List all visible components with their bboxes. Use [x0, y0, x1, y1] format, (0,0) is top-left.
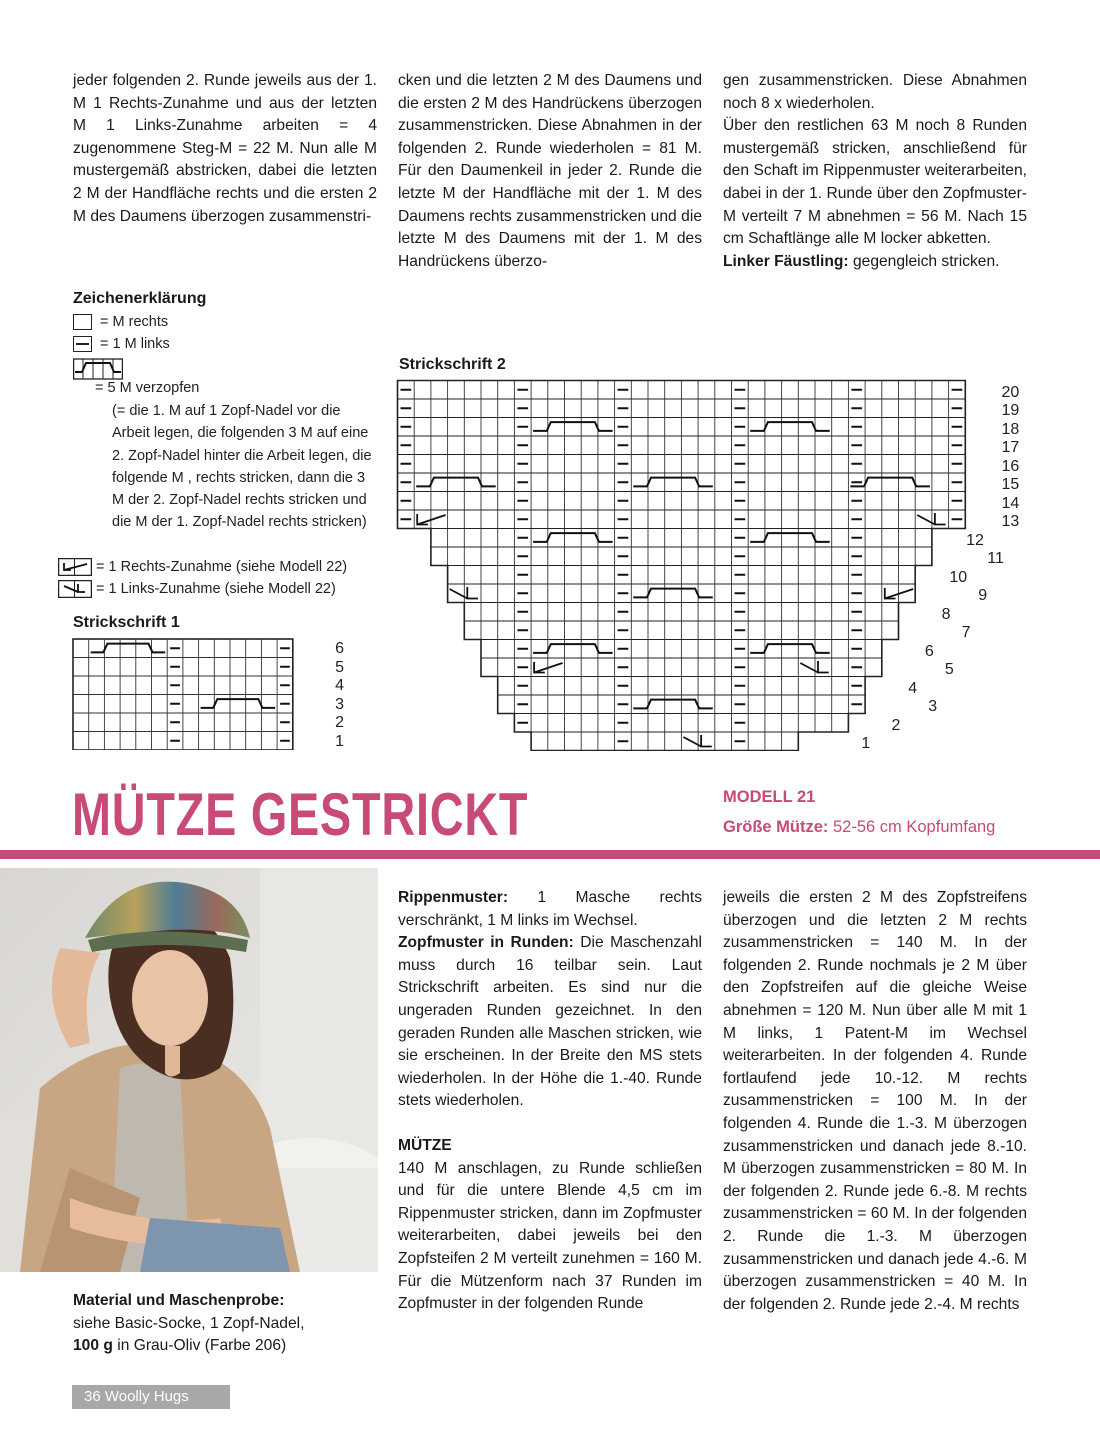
material-line2: [73, 1335, 373, 1358]
cable-mark: [533, 422, 613, 431]
row-label: 17: [1001, 439, 1020, 456]
material-line2-text: in Grau-Oliv (Farbe 206): [112, 1337, 287, 1355]
cable-mark: [750, 644, 830, 653]
legend-title: Zeichenerklärung: [73, 290, 207, 307]
cable-mark: [201, 699, 276, 708]
material-label: Material und Maschenprobe:: [73, 1292, 285, 1309]
bottom-column-3: [723, 887, 1027, 1316]
chart2-title: Strickschrift 2: [399, 356, 506, 373]
row-label: 6: [924, 642, 934, 660]
row-label: 20: [1001, 383, 1020, 401]
rechts-zunahme-mark: [885, 589, 913, 599]
page-footer: 36 Woolly Hugs: [72, 1385, 230, 1409]
row-label: 15: [1001, 476, 1020, 493]
cable-mark: [750, 422, 830, 431]
chart2-grid: [396, 379, 974, 751]
row-label: 5: [335, 658, 344, 676]
row-label: 18: [1001, 420, 1020, 438]
row-label: 2: [335, 714, 344, 731]
cable-mark: [91, 644, 166, 653]
cable-mark: [633, 589, 713, 598]
legend-verzopfen-description: (= die 1. M auf 1 Zopf-Nadel vor die Arbeit legen, die folgenden 3 M auf eine 2. Zopf-Nadel hinter die Arbeit legen, die folgende M , rechts stricken, dann die 3 M der 2. Zopf-Nadel rechts stricken und die M der 1. Zopf-Nadel rechts stricken): [112, 403, 372, 531]
legend-links-zunahme-text: = 1 Links-Zunahme (siehe Modell 22): [96, 580, 336, 597]
legend-links-zunahme: [58, 580, 336, 598]
cable-mark: [533, 644, 613, 653]
text-paragraph: gen zusammenstricken. Diese Abnahmen noch 8 x wiederholen.: [723, 72, 1027, 112]
row-label: 1: [335, 732, 344, 750]
row-label: 4: [335, 677, 344, 694]
row-label: 7: [961, 624, 971, 641]
size-value: 52-56 cm Kopfumfang: [828, 818, 996, 836]
photo-illustration: [0, 868, 378, 1272]
cable-mark: [633, 700, 713, 709]
row-label: 3: [928, 698, 938, 715]
zopfmuster-label: Zopfmuster in Runden:: [398, 934, 574, 952]
left-increase-symbol: [58, 580, 92, 598]
top-column-2: [398, 70, 702, 273]
muetze-text: 140 M anschlagen, zu Runde schließen und für die untere Blende 4,5 cm im Rippenmuster stricken, dann im Zopfmuster weiterarbeiten, dabei jeweils bei den Zopfsteifen 2 M verteilt zunehmen = 160 M. Für die Mützenform nach 37 Runden im Zopfmuster in der folgenden Runde: [398, 1159, 702, 1313]
legend-links-text: = 1 M links: [100, 336, 170, 352]
text-paragraph: jeweils die ersten 2 M des Zopfstreifens überzogen und die letzten 2 M rechts zusammenstricken = 140 M. In der folgenden 2. Runde nochmals je 2 M über den Zopfstreifen auf die gleiche Weise abnehmen = 120 M. Nun über alle M mit 1 M links, 1 Patent-M im Wechsel weiterarbeiten. In der folgenden 4. Runde fortlaufend jede 10.-12. M rechts zusammenstricken = 100 M. In der folgenden 4. Runde die 1.-3. M überzogen zusammenstricken und danach jede 8.-10. M überzogen zusammenstricken = 80 M. In der folgenden 2. Runde jede 6.-8. M rechts zusammenstricken = 60 M. In der folgenden 2. Runde die 1.-3. M überzogen zusammenstricken und danach jede 4.-6. M überzogen zusammenstricken = 40 M. In der folgenden 2. Runde jede 2.-4. M rechts: [723, 889, 1027, 1313]
cable-mark: [533, 533, 613, 542]
row-label: 2: [891, 716, 901, 734]
row-label: 12: [966, 531, 984, 549]
chart1-title: Strickschrift 1: [73, 614, 180, 631]
cable-symbol: [73, 358, 123, 380]
bottom-column-2: [398, 887, 702, 1316]
legend-rechts-zunahme: [58, 558, 347, 576]
dash-square-symbol: [73, 336, 92, 352]
model-photo: [0, 868, 378, 1272]
legend-verzopfen-text: = 5 M verzopfen: [95, 380, 200, 396]
material-section: [73, 1290, 373, 1358]
linker-faeustling-label: Linker Fäustling:: [723, 252, 849, 270]
empty-square-symbol: [73, 314, 92, 330]
muetze-heading: MÜTZE: [398, 1136, 452, 1154]
row-label: 14: [1001, 494, 1020, 512]
row-label: 13: [1001, 513, 1020, 530]
links-zunahme-mark: [467, 587, 478, 599]
row-label: 9: [978, 587, 988, 604]
cable-mark: [850, 478, 930, 487]
accent-bar: [0, 850, 1100, 859]
links-zunahme-mark: [701, 735, 712, 747]
cable-mark: [416, 478, 496, 487]
rechts-zunahme-mark: [417, 515, 445, 525]
linker-faeustling-text: gegengleich stricken.: [848, 252, 1000, 270]
material-line1: siehe Basic-Socke, 1 Zopf-Nadel,: [73, 1314, 305, 1332]
top-column-1: [73, 70, 377, 228]
cable-mark: [633, 478, 713, 487]
rippenmuster-text: 1 Masche rechts verschränkt, 1 M links im Wechsel.: [398, 889, 702, 929]
rippenmuster-label: Rippenmuster:: [398, 889, 509, 906]
cable-mark: [750, 533, 830, 542]
rechts-zunahme-mark: [534, 663, 562, 673]
row-label: 3: [335, 695, 344, 713]
text-paragraph: [723, 251, 1027, 274]
modell-label: MODELL 21: [723, 788, 816, 806]
size-line: [723, 818, 995, 837]
rippenmuster-paragraph: [398, 887, 702, 932]
chart1-grid: [72, 638, 298, 750]
zopfmuster-paragraph: [398, 932, 702, 1113]
row-label: 19: [1001, 402, 1020, 419]
legend-rechts: [73, 314, 168, 330]
legend-rechts-text: = M rechts: [100, 314, 169, 330]
text-paragraph: cken und die letzten 2 M des Daumens und die ersten 2 M des Handrückens überzogen zusammenstricken. Diese Abnahmen in der folgenden 2. Runde wiederholen = 81 M. Für den Daumenkeil in jeder 2. Runde die letzte M der Handfläche mit der 1. M des Daumens rechts zusammenstricken und die letzte M des Daumens mit der 1. M des Handrückens überzo-: [398, 72, 702, 270]
legend-links: [73, 336, 170, 352]
row-label: 5: [944, 661, 954, 678]
row-label: 4: [908, 679, 918, 697]
text-paragraph: Über den restlichen 63 M noch 8 Runden mustergemäß stricken, anschließend für den Schaft im Rippenmuster weiterarbeiten, dabei in der 1. Runde über den Zopfmuster-M verteilt 7 M abnehmen = 56 M. Nach 15 cm Schaftlänge alle M locker abketten.: [723, 117, 1027, 248]
row-label: 8: [941, 605, 951, 623]
links-zunahme-mark: [818, 661, 829, 673]
row-label: 10: [949, 568, 968, 586]
zopfmuster-text: Die Maschenzahl muss durch 16 teilbar sein. Laut Strickschrift arbeiten. Es sind nur die ungeraden Runden gezeichnet. In den geraden Runden alle Maschen stricken, wie sie erscheinen. In der Breite den MS stets wiederholen. In der Höhe die 1.-40. Runde stets wiederholen.: [398, 934, 702, 1110]
size-label: Größe Mütze:: [723, 818, 829, 836]
row-label: 11: [987, 550, 1004, 567]
page-title: MÜTZE GESTRICKT: [72, 781, 529, 848]
text-paragraph: jeder folgenden 2. Runde jeweils aus der 1. M 1 Rechts-Zunahme und aus der letzten M 1 Links-Zunahme arbeiten = 4 zugenommene Steg-M = 22 M. Nun alle M mustergemäß abstricken, dabei die letzten 2 M der Handfläche rechts und die ersten 2 M des Daumens überzogen zusammenstri-: [73, 72, 377, 225]
top-column-3: [723, 70, 1027, 273]
row-label: 16: [1001, 457, 1020, 475]
links-zunahme-mark: [935, 513, 946, 525]
legend-rechts-zunahme-text: = 1 Rechts-Zunahme (siehe Modell 22): [96, 558, 348, 575]
right-increase-symbol: [58, 558, 92, 576]
material-amount: 100 g: [73, 1337, 113, 1355]
row-label: 1: [861, 735, 871, 752]
row-label: 6: [335, 640, 344, 657]
